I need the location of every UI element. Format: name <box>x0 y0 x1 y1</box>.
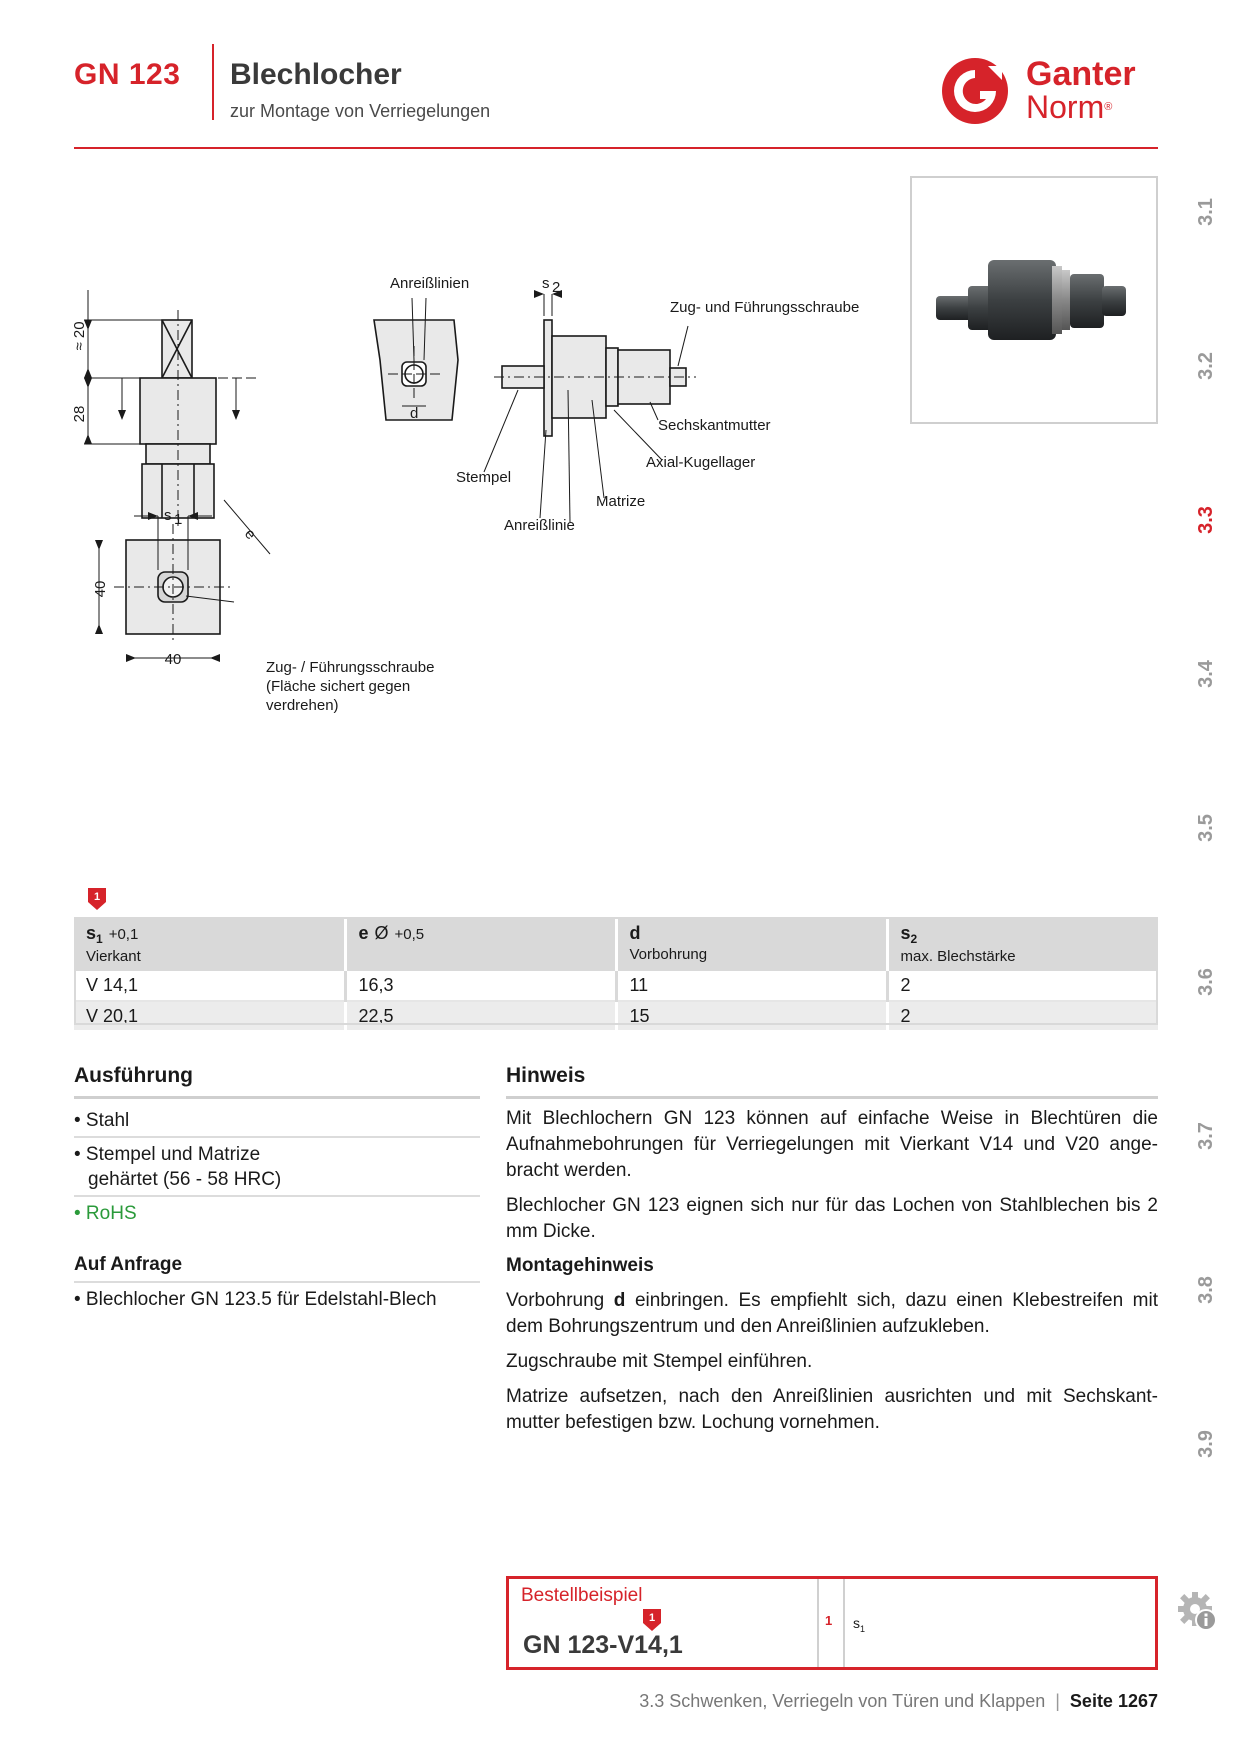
dim-28: 28 <box>71 405 88 423</box>
label-anreisslinie: Anreißlinie <box>504 517 575 534</box>
order-example-box <box>506 1576 1158 1670</box>
label-sechskantmutter: Sechskantmutter <box>658 417 771 434</box>
table-marker <box>88 888 106 910</box>
tab-3-1[interactable]: 3.1 <box>1195 198 1217 226</box>
order-legend-number: 1 <box>825 1613 833 1628</box>
dim-e: e <box>240 525 260 543</box>
list-item-gehaertet: gehärtet (56 - 58 HRC) <box>88 1169 282 1190</box>
tab-3-3[interactable]: 3.3 <box>1195 506 1217 534</box>
montage-paragraph-3: Matrize aufsetzen, nach den Anreißlinien ausrichten und mit Sechskant-mutter befestigen bzw. Lochung vornehmen. <box>506 1386 1158 1433</box>
dim-40-vertical: 40 <box>92 580 109 598</box>
auf-anfrage-rule <box>74 1281 480 1283</box>
cell-s1: V 20,1 <box>74 1001 345 1031</box>
list-item-stempel: • Stempel und Matrize <box>74 1144 261 1165</box>
product-code: GN 123 <box>74 58 181 91</box>
ganter-logo <box>940 56 1166 128</box>
list-item-gn-123-5: • Blechlocher GN 123.5 für Edelstahl-Blech <box>74 1289 437 1310</box>
tab-3-9[interactable]: 3.9 <box>1195 1430 1217 1458</box>
hinweis-heading: Hinweis <box>506 1064 586 1087</box>
svg-text:1: 1 <box>648 1612 656 1624</box>
header-separator <box>212 44 214 120</box>
tab-3-5[interactable]: 3.5 <box>1195 814 1217 842</box>
dimensions-table <box>74 917 1158 1032</box>
tab-3-8[interactable]: 3.8 <box>1195 1276 1217 1304</box>
label-zug-schraube-line3: verdrehen) <box>266 697 339 714</box>
col-header-e: e Ø +0,5 <box>345 917 616 971</box>
auf-anfrage-heading: Auf Anfrage <box>74 1254 183 1275</box>
logo-text-ganter: Ganter <box>1026 55 1136 93</box>
dim-20: ≈ 20 <box>71 321 88 351</box>
order-marker <box>643 1609 661 1631</box>
tab-3-6[interactable]: 3.6 <box>1195 968 1217 996</box>
page-footer: 3.3 Schwenken, Verriegeln von Türen und Klappen | Seite 1267 <box>639 1691 1158 1711</box>
dim-s2-sub: 2 <box>552 279 561 296</box>
label-anreisslinien: Anreißlinien <box>390 275 470 292</box>
montage-paragraph-1: Vorbohrung d einbringen. Es empfiehlt sich, dazu einen Klebestreifen mit dem Bohrungszentrum und den Anreißlinien aufzukleben. <box>506 1290 1159 1337</box>
ausfuehrung-rule <box>74 1096 480 1099</box>
cell-s2: 2 <box>887 971 1158 1001</box>
label-zug-schraube-line1: Zug- / Führungsschraube <box>266 659 435 676</box>
order-example-code: GN 123-V14,1 <box>523 1631 683 1659</box>
order-divider <box>817 1579 819 1667</box>
list-divider <box>74 1195 480 1197</box>
label-matrize: Matrize <box>596 493 646 510</box>
technical-drawing <box>71 275 910 760</box>
product-photo <box>910 176 1158 424</box>
product-photo-image <box>912 178 1156 422</box>
montagehinweis-heading: Montagehinweis <box>506 1255 654 1276</box>
list-item-stahl: • Stahl <box>74 1110 130 1131</box>
gear-info-icon[interactable] <box>1176 1590 1218 1632</box>
cell-s2: 2 <box>887 1001 1158 1031</box>
hinweis-paragraph-1: Mit Blechlochern GN 123 können auf einfache Weise in Blechtüren die Aufnahmebohrungen für Verriegelungen mit Vierkant V14 und V20 ange-bracht werden. <box>506 1108 1158 1181</box>
ganter-logo-icon <box>940 56 1010 126</box>
tab-3-2[interactable]: 3.2 <box>1195 352 1217 380</box>
logo-text-norm: Norm® <box>1026 89 1113 125</box>
dim-s1-sub: 1 <box>174 511 183 528</box>
dim-s2: s <box>542 275 550 292</box>
order-divider <box>843 1579 845 1667</box>
list-item-rohs: • RoHS <box>74 1203 137 1224</box>
svg-text:1: 1 <box>93 891 101 903</box>
order-example-label: Bestellbeispiel <box>521 1585 643 1606</box>
dim-40-horizontal: 40 <box>164 651 182 668</box>
label-stempel: Stempel <box>456 469 512 486</box>
hinweis-rule <box>506 1096 1158 1099</box>
order-legend-symbol: $s_1$ <box>853 1615 866 1634</box>
table-row <box>74 971 1158 1001</box>
tab-3-4[interactable]: 3.4 <box>1195 660 1217 688</box>
dim-d: d <box>410 405 419 422</box>
page-subtitle: zur Montage von Verriegelungen <box>230 101 491 121</box>
cell-e: 16,3 <box>345 971 616 1001</box>
label-zug-schraube-line2: (Fläche sichert gegen <box>266 678 411 695</box>
header-rule <box>74 147 1158 149</box>
footer-page-number: Seite 1267 <box>1069 1691 1158 1711</box>
page-title: Blechlocher <box>230 58 402 91</box>
footer-section: 3.3 Schwenken, Verriegeln von Türen und Klappen <box>639 1691 1046 1711</box>
dim-s1: s <box>164 507 172 524</box>
col-header-s2: $s_2$ max. Blechstärke <box>887 917 1158 971</box>
tab-3-7[interactable]: 3.7 <box>1195 1122 1217 1150</box>
cell-e: 22,5 <box>345 1001 616 1031</box>
cell-d: 11 <box>616 971 887 1001</box>
hinweis-paragraph-2: Blechlocher GN 123 eignen sich nur für das Lochen von Stahlblechen bis 2 mm Dicke. <box>506 1195 1158 1242</box>
col-header-d: d Vorbohrung <box>616 917 887 971</box>
list-divider <box>74 1136 480 1138</box>
ausfuehrung-heading: Ausführung <box>74 1064 193 1087</box>
label-axial-kugellager: Axial-Kugellager <box>646 454 756 471</box>
col-header-s1: $s_1 +0,1$ Vierkant <box>74 917 345 971</box>
label-zug-fuehrungsschraube: Zug- und Führungsschraube <box>670 299 860 316</box>
cell-s1: V 14,1 <box>74 971 345 1001</box>
montage-paragraph-2: Zugschraube mit Stempel einführen. <box>506 1351 813 1372</box>
cell-d: 15 <box>616 1001 887 1031</box>
table-row <box>74 1001 1158 1031</box>
